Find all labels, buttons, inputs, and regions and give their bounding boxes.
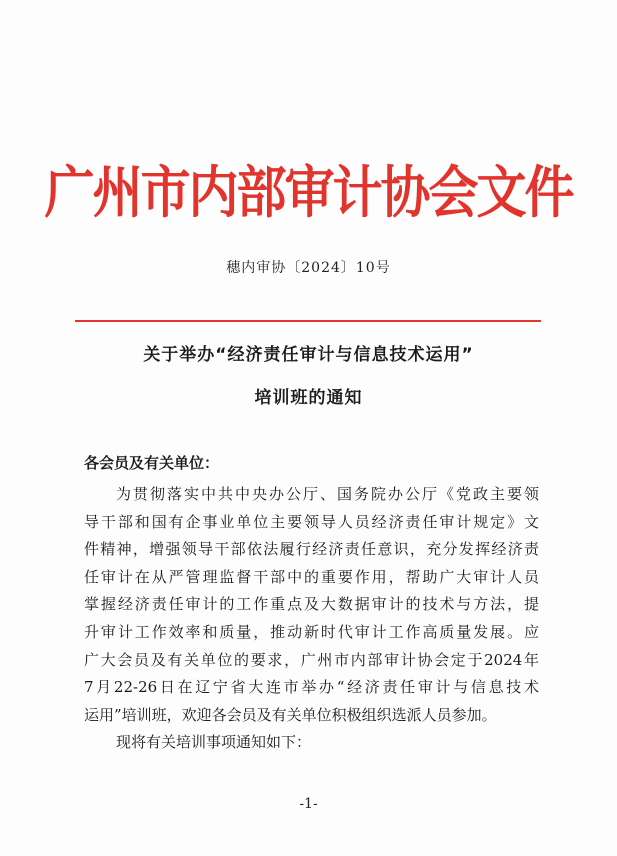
paragraph-line: 件精神，增强领导干部依法履行经济责任意识，充分发挥经济责 (84, 540, 539, 559)
notice-title-line-1: 关于举办“经济责任审计与信息技术运用” (143, 345, 474, 365)
body-paragraph-2: 现将有关培训事项通知如下： (116, 733, 312, 751)
paragraph-line: 掌握经济责任审计的工作重点及大数据审计的技术与方法，提 (84, 595, 539, 614)
paragraph-line: 升审计工作效率和质量，推动新时代审计工作高质量发展。应 (84, 622, 539, 641)
notice-title-line-2: 培训班的通知 (254, 388, 363, 408)
salutation: 各会员及有关单位： (84, 454, 220, 472)
page-number: -1- (299, 796, 318, 812)
paragraph-line: 为贯彻落实中共中央办公厅、国务院办公厅《党政主要领 (116, 485, 539, 503)
body-paragraph-1 (84, 481, 539, 729)
paragraph-line: 广大会员及有关单位的要求，广州市内部审计协会定于2024年 (84, 650, 539, 669)
paragraph-line: 导干部和国有企事业单位主要领导人员经济责任审计规定》文 (84, 512, 539, 531)
masthead-title: 广州市内部审计协会文件 (44, 159, 573, 226)
paragraph-line: 运用”培训班，欢迎各会员及有关单位积极组织选派人员参加。 (84, 705, 497, 724)
paragraph-line: 任审计在从严管理监督干部中的重要作用，帮助广大审计人员 (84, 567, 539, 586)
red-separator-line (75, 320, 541, 322)
document-number: 穗内审协〔2024〕10号 (226, 260, 391, 276)
paragraph-line: 7月22-26日在辽宁省大连市举办“经济责任审计与信息技术 (84, 678, 539, 697)
